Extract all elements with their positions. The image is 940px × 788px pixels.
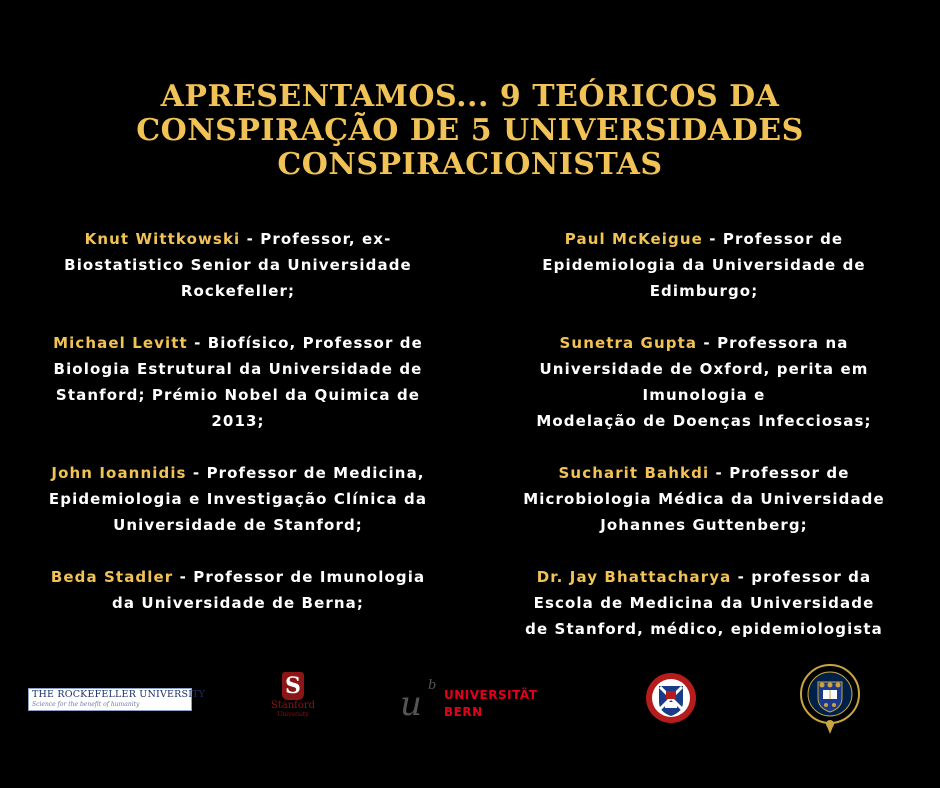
page-title	[0, 80, 940, 182]
person-name: Beda Stadler	[50, 568, 174, 586]
entry-ioannidis	[18, 460, 458, 538]
person-name: Michael Levitt	[53, 334, 188, 352]
stanford-sub: University	[277, 711, 309, 718]
entry-text: - Professor de	[709, 464, 850, 482]
entry-text: Epidemiologia e Investigação Clínica da	[48, 490, 428, 508]
person-name: John Ioannidis	[51, 464, 187, 482]
stanford-logo	[268, 672, 318, 718]
entry-bahkdi	[482, 460, 926, 538]
person-name: Sucharit Bahkdi	[558, 464, 710, 482]
entry-mckeigue	[482, 226, 926, 304]
right-column	[482, 226, 926, 668]
university-logos	[0, 660, 940, 750]
bern-line-1: UNIVERSITÄT	[444, 688, 538, 702]
entry-levitt	[18, 330, 458, 434]
bern-logo	[398, 678, 548, 728]
entry-text: - Biofísico, Professor de	[187, 334, 423, 352]
entry-text: Biologia Estrutural da Universidade de	[53, 360, 423, 378]
entry-text: - Professor de Medicina,	[186, 464, 425, 482]
entry-wittkowski	[18, 226, 458, 304]
person-name: Knut Wittkowski	[84, 230, 241, 248]
rockefeller-logo	[28, 688, 206, 711]
person-name: Dr. Jay Bhattacharya	[536, 568, 732, 586]
entry-text: - Professor, ex-	[240, 230, 392, 248]
oxford-seal-icon	[800, 664, 860, 736]
entry-text: Rockefeller;	[180, 282, 296, 300]
person-name: Sunetra Gupta	[559, 334, 698, 352]
entry-text: Universidade de Oxford, perita em	[539, 360, 869, 378]
entry-text: da Universidade de Berna;	[112, 594, 364, 612]
entry-text: Epidemiologia da Universidade de	[542, 256, 866, 274]
entry-text: Stanford; Prémio Nobel da Quimica de	[55, 386, 421, 404]
rockefeller-name: THE ROCKEFELLER UNIVERSITY	[32, 689, 206, 700]
stanford-s-icon: S	[282, 672, 304, 700]
entry-text: - professor da	[731, 568, 872, 586]
entry-text: Escola de Medicina da Universidade	[533, 594, 875, 612]
title-line-2: CONSPIRAÇÃO DE 5 UNIVERSIDADES	[136, 113, 804, 148]
entry-text: Modelação de Doenças Infecciosas;	[536, 412, 872, 430]
rockefeller-tagline: Science for the benefit of humanity	[32, 701, 140, 708]
entry-text: Johannes Guttenberg;	[600, 516, 808, 534]
entry-text: de Stanford, médico, epidemiologista	[525, 620, 883, 638]
title-line-3: CONSPIRACIONISTAS	[277, 147, 663, 182]
stanford-name: Stanford	[270, 700, 316, 711]
entry-text: - Professor de Imunologia	[173, 568, 426, 586]
person-name: Paul McKeigue	[564, 230, 703, 248]
title-line-1: APRESENTAMOS... 9 TEÓRICOS DA	[160, 79, 780, 114]
entry-text: Edimburgo;	[649, 282, 759, 300]
edinburgh-crest-icon	[645, 672, 697, 724]
entry-stadler	[18, 564, 458, 616]
entry-bhattacharya	[482, 564, 926, 642]
left-column	[18, 226, 458, 642]
entry-text: Universidade de Stanford;	[113, 516, 363, 534]
entry-text: 2013;	[211, 412, 265, 430]
bern-b-mark: b	[428, 678, 437, 693]
entry-text: - Professora na	[697, 334, 849, 352]
entry-text: Imunologia e	[642, 386, 766, 404]
entry-text: Biostatistico Senior da Universidade	[64, 256, 412, 274]
entry-gupta	[482, 330, 926, 434]
entry-text: - Professor de	[702, 230, 844, 248]
bern-u-mark: u	[400, 684, 422, 724]
entry-text: Microbiologia Médica da Universidade	[523, 490, 885, 508]
bern-line-2: BERN	[444, 705, 483, 719]
